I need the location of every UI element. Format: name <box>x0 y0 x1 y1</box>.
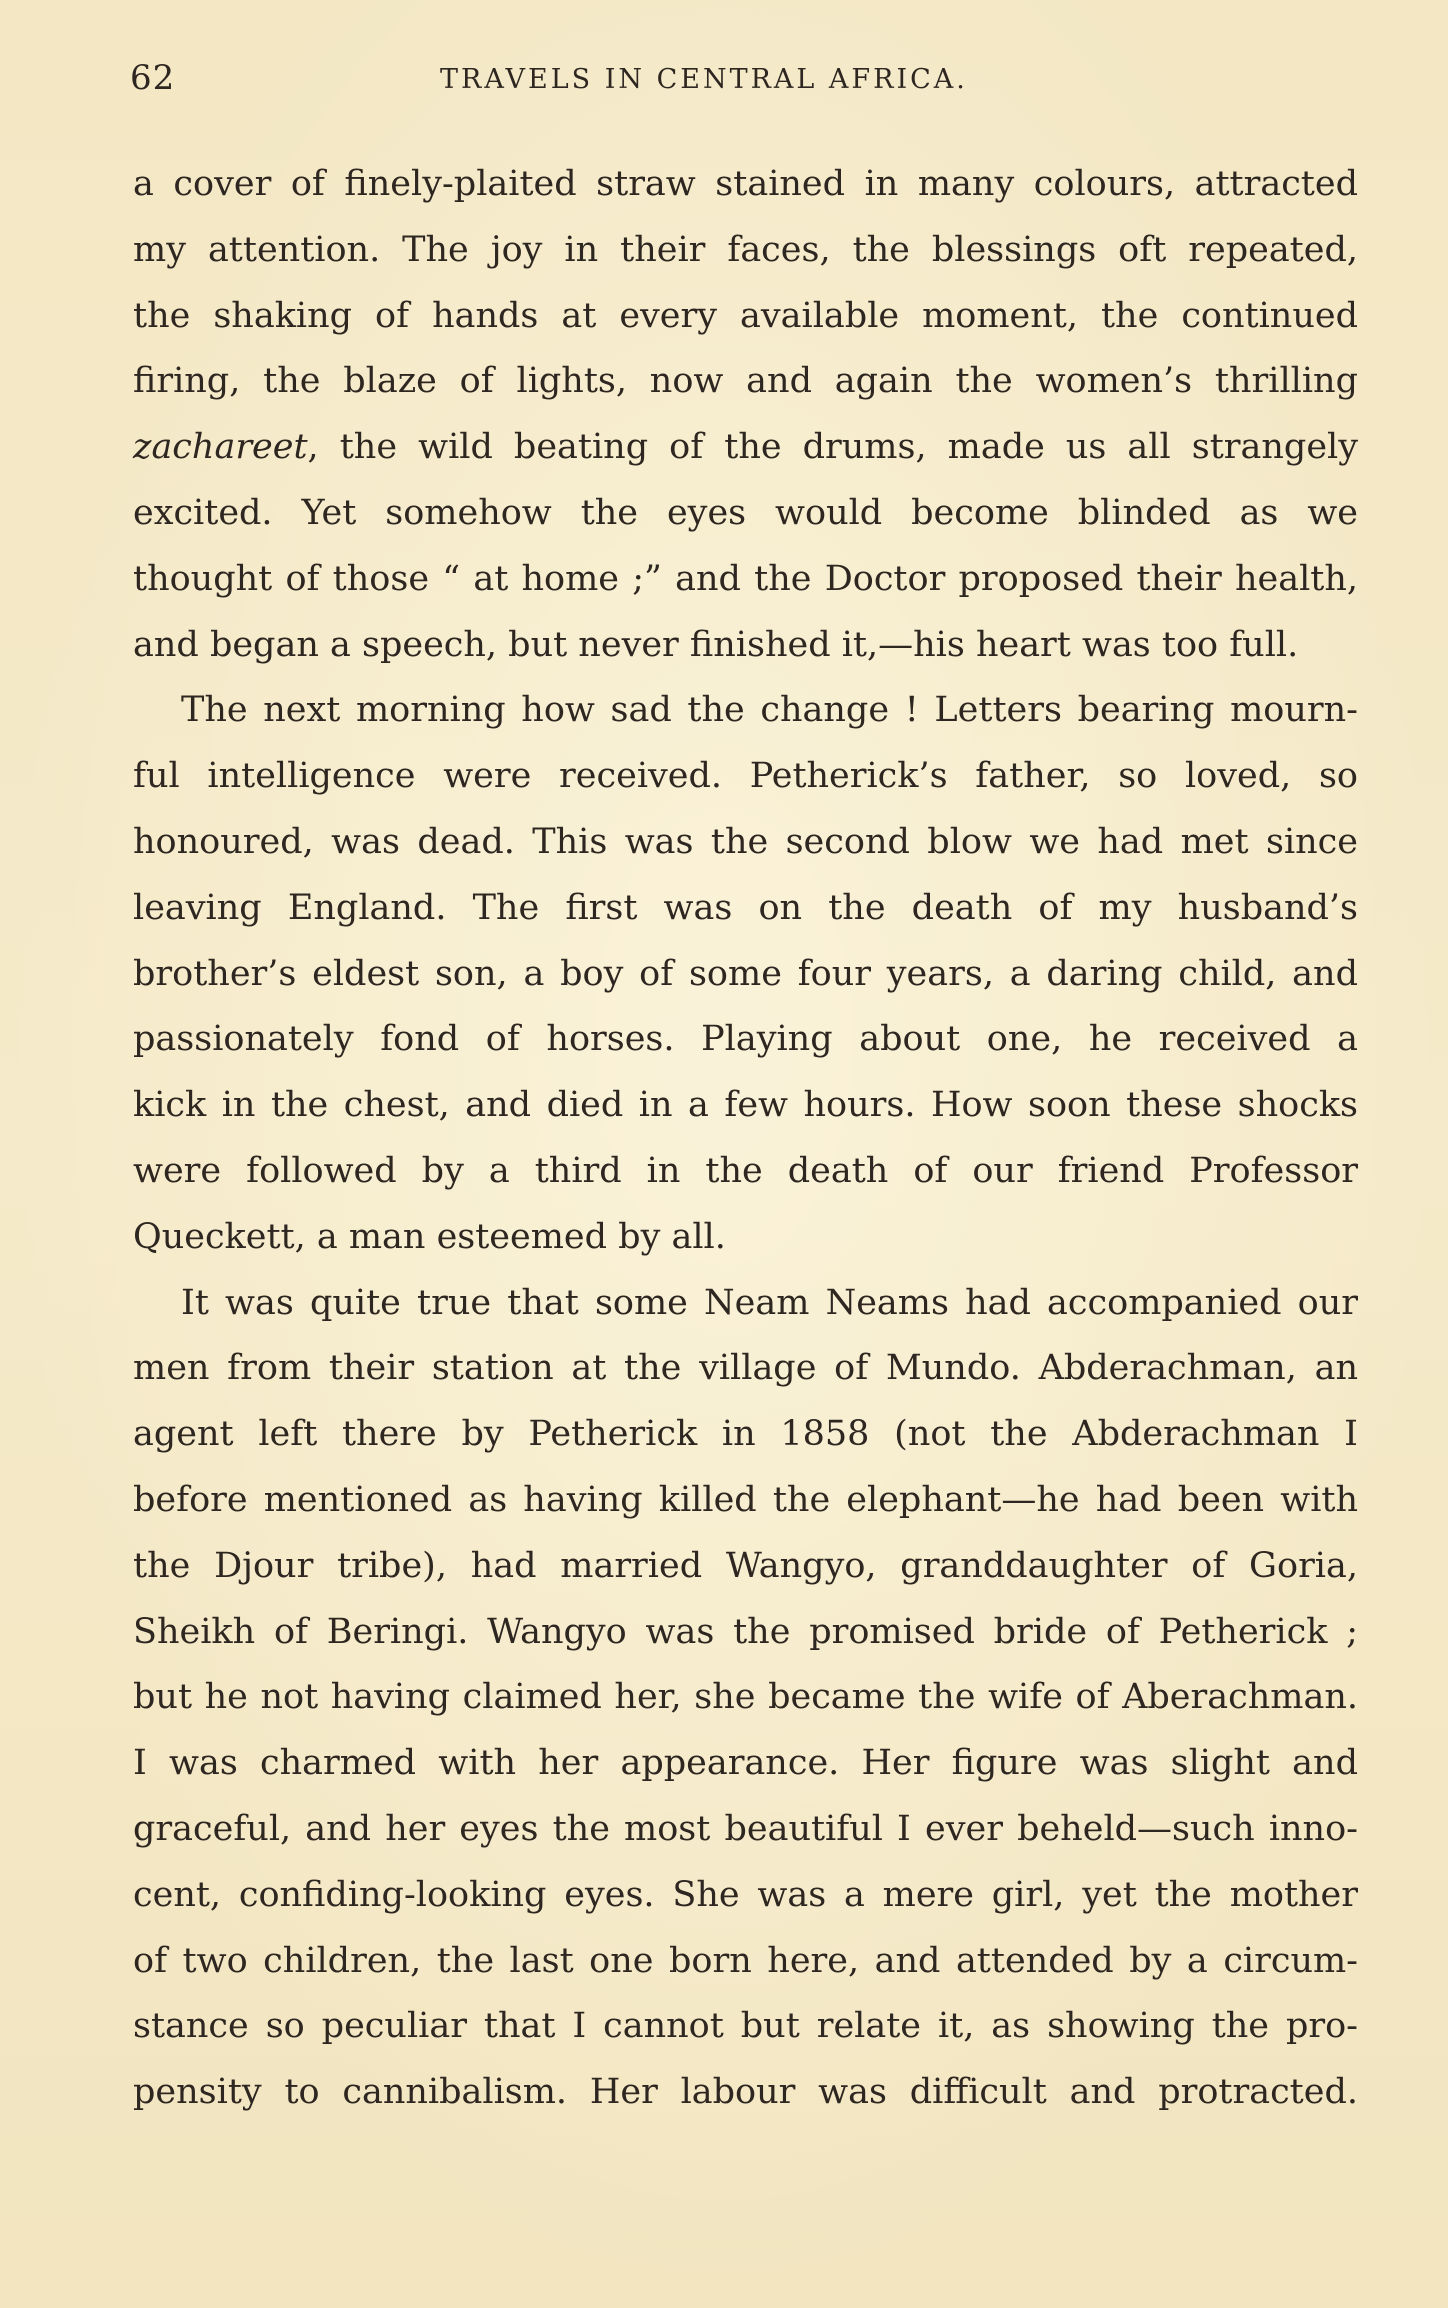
text-line: zachareet, the wild beating of the drums, made us all strangely <box>133 427 1358 468</box>
page-number: 62 <box>130 58 176 98</box>
paragraph-start-line: The next morning how sad the change ! Letters bearing mourn- <box>181 690 1358 731</box>
text-line: honoured, was dead. This was the second blow we had met since <box>133 821 1358 862</box>
text-line: ful intelligence were received. Petherick’s father, so loved, so <box>133 756 1358 797</box>
text-line: thought of those “ at home ;” and the Doctor proposed their health, <box>133 558 1358 599</box>
text-line: before mentioned as having killed the elephant—he had been with <box>133 1479 1358 1520</box>
text-line: the shaking of hands at every available moment, the continued <box>133 295 1358 336</box>
text-line: a cover of finely-plaited straw stained in many colours, attracted <box>133 164 1358 204</box>
text-line: were followed by a third in the death of our friend Professor <box>133 1150 1358 1191</box>
text-line: but he not having claimed her, she became the wife of Aberachman. <box>133 1677 1358 1718</box>
text-line: cent, confiding-looking eyes. She was a mere girl, yet the mother <box>133 1874 1358 1915</box>
text-line: agent left there by Petherick in 1858 (not the Abderachman I <box>133 1414 1358 1455</box>
body-text <box>133 152 1358 2126</box>
paragraph-start-line: It was quite true that some Neam Neams had accompanied our <box>181 1282 1358 1323</box>
text-line: and began a speech, but never finished it,—his heart was too full. <box>133 624 1299 665</box>
text-line: brother’s eldest son, a boy of some four years, a daring child, and <box>133 953 1358 994</box>
text-line: Queckett, a man esteemed by all. <box>133 1216 726 1257</box>
text-line: I was charmed with her appearance. Her figure was slight and <box>133 1743 1358 1784</box>
text-line: the Djour tribe), had married Wangyo, granddaughter of Goria, <box>133 1545 1358 1586</box>
text-line: leaving England. The first was on the death of my husband’s <box>133 887 1358 928</box>
foreign-term: zachareet <box>133 427 308 468</box>
text-line: firing, the blaze of lights, now and again the women’s thrilling <box>133 361 1358 402</box>
text-line: kick in the chest, and died in a few hours. How soon these shocks <box>133 1085 1358 1126</box>
text-line: passionately fond of horses. Playing about one, he received a <box>133 1019 1358 1060</box>
text-line: Sheikh of Beringi. Wangyo was the promised bride of Petherick ; <box>133 1611 1358 1652</box>
text-line: pensity to cannibalism. Her labour was difficult and protracted. <box>133 2072 1358 2113</box>
text-line: men from their station at the village of Mundo. Abderachman, an <box>133 1348 1358 1389</box>
text-line: my attention. The joy in their faces, the blessings oft repeated, <box>133 229 1358 270</box>
text-line: stance so peculiar that I cannot but relate it, as showing the pro- <box>133 2006 1358 2047</box>
page-header <box>130 58 1360 108</box>
text-line: excited. Yet somehow the eyes would become blinded as we <box>133 492 1358 533</box>
text-line: of two children, the last one born here, and attended by a circum- <box>133 1940 1358 1981</box>
running-title: TRAVELS IN CENTRAL AFRICA. <box>440 64 968 95</box>
text-line: graceful, and her eyes the most beautiful I ever beheld—such inno- <box>133 1808 1358 1849</box>
